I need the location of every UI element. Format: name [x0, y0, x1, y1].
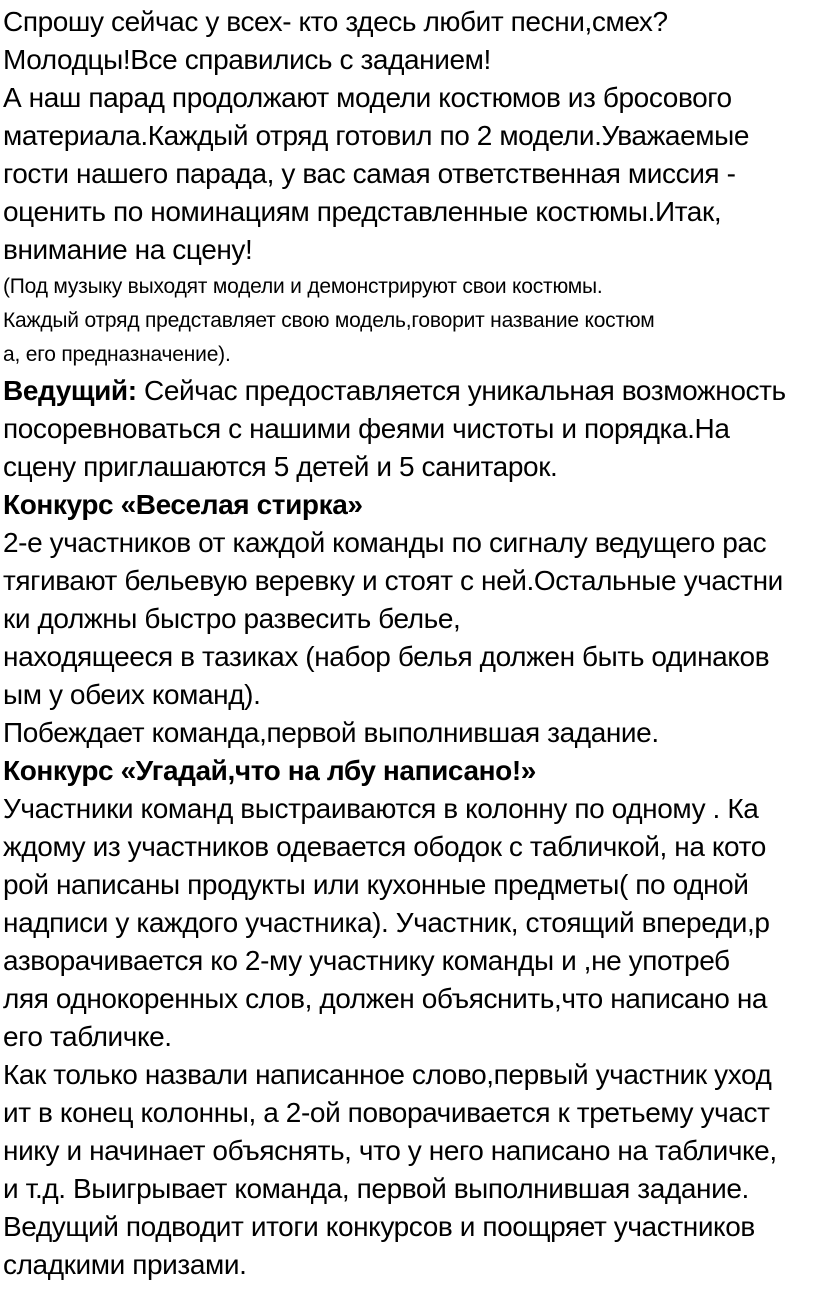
text-line: его табличке.	[3, 1021, 172, 1052]
text-line: нику и начинает объяснять, что у него написано на табличке,	[3, 1135, 777, 1166]
text-line: ит в конец колонны, а 2-ой поворачивается к третьему участ	[3, 1097, 770, 1128]
text-line: тягивают бельевую веревку и стоят с ней.Остальные участни	[3, 565, 783, 596]
text-line: 2-е участников от каждой команды по сигналу ведущего рас	[3, 527, 767, 558]
speaker-label: Ведущий:	[3, 375, 137, 406]
text-line: ляя однокоренных слов, должен объяснить,что написано на	[3, 983, 768, 1014]
text-line: рой написаны продукты или кухонные предметы( по одной	[3, 869, 749, 900]
text-line: внимание на сцену!	[3, 234, 253, 265]
text-line: гости нашего парада, у вас самая ответственная миссия -	[3, 158, 736, 189]
text-line: ждому из участников одевается ободок с табличкой, на кото	[3, 831, 766, 862]
text-line: сцену приглашаются 5 детей и 5 санитарок.	[3, 451, 558, 482]
text-line: надписи у каждого участника). Участник, стоящий впереди,р	[3, 907, 770, 938]
text-line: Участники команд выстраиваются в колонну по одному . Ка	[3, 793, 759, 824]
text-line: А наш парад продолжают модели костюмов из бросового	[3, 82, 732, 113]
text-line: оценить по номинациям представленные костюмы.Итак,	[3, 196, 722, 227]
stage-direction-line: а, его предназначение).	[3, 343, 231, 366]
text-line: и т.д. Выигрывает команда, первой выполнившая задание.	[3, 1173, 749, 1204]
speaker-text: Сейчас предоставляется уникальная возможность	[136, 375, 786, 406]
text-line: ым у обеих команд).	[3, 679, 261, 710]
text-line: материала.Каждый отряд готовил по 2 модели.Уважаемые	[3, 120, 750, 151]
text-line: Спрошу сейчас у всех- кто здесь любит песни,смех?	[3, 6, 668, 37]
text-line: находящееся в тазиках (набор белья должен быть одинаков	[3, 641, 770, 672]
text-line: сладкими призами.	[3, 1249, 247, 1280]
text-line: Ведущий подводит итоги конкурсов и поощряет участников	[3, 1211, 755, 1242]
stage-direction-line: Каждый отряд представляет свою модель,говорит название костюм	[3, 309, 655, 332]
text-line	[3, 373, 786, 409]
text-line: азворачивается ко 2-му участнику команды и ,не употреб	[3, 945, 730, 976]
stage-direction-line: (Под музыку выходят модели и демонстрируют свои костюмы.	[3, 275, 603, 298]
text-line: Молодцы!Все справились с заданием!	[3, 44, 491, 75]
text-line: посоревноваться с нашими феями чистоты и порядка.На	[3, 413, 730, 444]
text-line: Побеждает команда,первой выполнившая задание.	[3, 717, 659, 748]
text-line: ки должны быстро развесить белье,	[3, 603, 461, 634]
contest-heading: Конкурс «Веселая стирка»	[3, 489, 363, 520]
contest-heading: Конкурс «Угадай,что на лбу написано!»	[3, 755, 536, 786]
text-line: Как только назвали написанное слово,первый участник уход	[3, 1059, 772, 1090]
